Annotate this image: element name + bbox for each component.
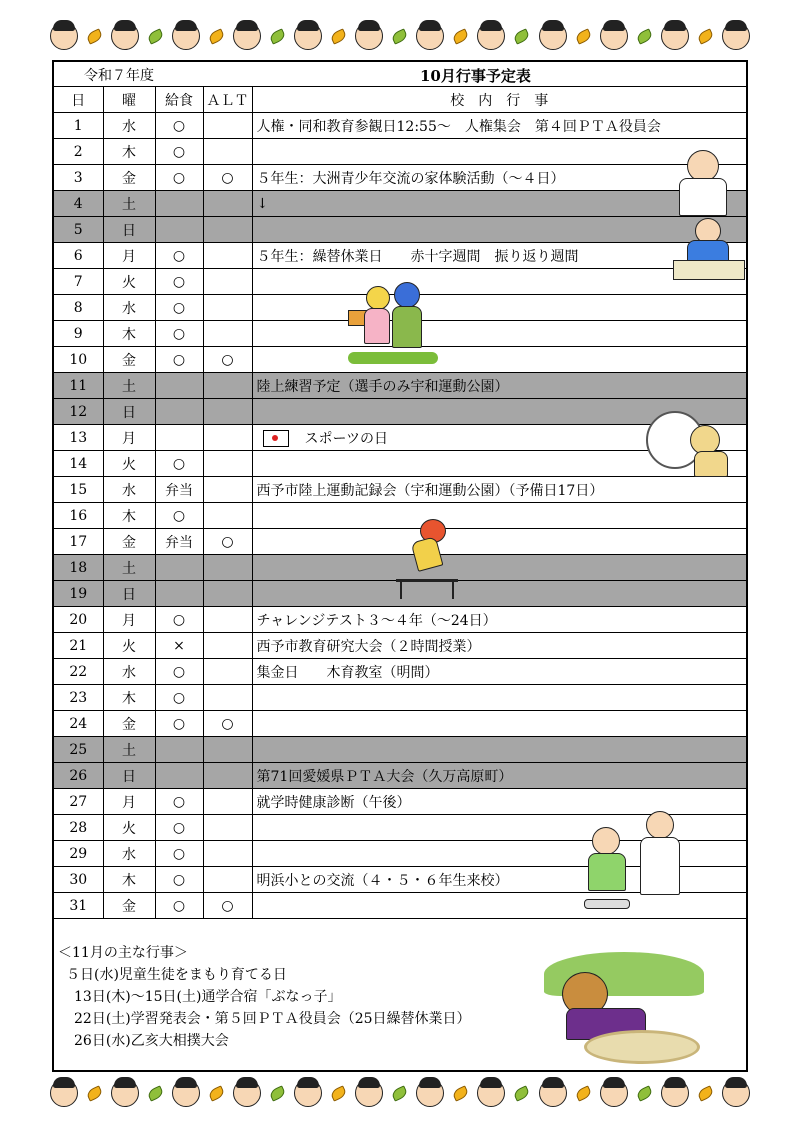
event-text: 西予市教育研究大会（２時間授業） bbox=[256, 638, 481, 655]
lunch-cell: ○ bbox=[155, 867, 203, 893]
lunch-cell bbox=[155, 555, 203, 581]
day-cell: 24 bbox=[54, 711, 103, 737]
alt-cell: ○ bbox=[203, 893, 252, 919]
event-cell bbox=[252, 347, 746, 373]
leaf-icon bbox=[513, 1085, 531, 1101]
child-face-icon bbox=[477, 1079, 505, 1107]
child-face-icon bbox=[233, 1079, 261, 1107]
child-face-icon bbox=[600, 1079, 628, 1107]
leaf-icon bbox=[85, 1085, 103, 1101]
event-cell bbox=[252, 581, 746, 607]
event-text: 西予市陸上運動記録会（宇和運動公園）（予備日17日） bbox=[256, 482, 604, 499]
weekday-cell: 水 bbox=[103, 841, 155, 867]
november-item: ５日(水)児童生徒をまもり育てる日 bbox=[66, 967, 287, 983]
page-title: 10月行事予定表 bbox=[420, 67, 531, 85]
decorative-border-bottom bbox=[50, 1075, 750, 1111]
event-cell bbox=[252, 711, 746, 737]
child-face-icon bbox=[172, 1079, 200, 1107]
weekday-cell: 土 bbox=[103, 373, 155, 399]
day-cell: 10 bbox=[54, 347, 103, 373]
event-text: ５年生：繰替休業日 赤十字週間 振り返り週間 bbox=[256, 248, 579, 265]
lunch-cell: ○ bbox=[155, 503, 203, 529]
alt-cell bbox=[203, 139, 252, 165]
header-weekday: 曜 bbox=[103, 87, 155, 113]
lunch-cell bbox=[155, 217, 203, 243]
leaf-icon bbox=[574, 1085, 592, 1101]
day-cell: 14 bbox=[54, 451, 103, 477]
header-events: 校 内 行 事 bbox=[252, 87, 746, 113]
lunch-cell bbox=[155, 373, 203, 399]
day-cell: 5 bbox=[54, 217, 103, 243]
lunch-cell: ○ bbox=[155, 815, 203, 841]
lunch-cell: ○ bbox=[155, 295, 203, 321]
alt-cell bbox=[203, 555, 252, 581]
leaf-icon bbox=[146, 28, 164, 44]
weekday-cell: 木 bbox=[103, 503, 155, 529]
alt-cell bbox=[203, 607, 252, 633]
day-cell: 13 bbox=[54, 425, 103, 451]
day-cell: 2 bbox=[54, 139, 103, 165]
event-cell bbox=[252, 295, 746, 321]
child-face-icon bbox=[111, 22, 139, 50]
alt-cell bbox=[203, 295, 252, 321]
leaf-icon bbox=[391, 1085, 409, 1101]
table-row bbox=[54, 659, 746, 685]
event-cell bbox=[252, 503, 746, 529]
lunch-cell: ○ bbox=[155, 659, 203, 685]
lunch-cell bbox=[155, 399, 203, 425]
leaf-icon bbox=[574, 28, 592, 44]
leaf-icon bbox=[146, 1085, 164, 1101]
child-face-icon bbox=[111, 1079, 139, 1107]
weekday-cell: 火 bbox=[103, 815, 155, 841]
table-row bbox=[54, 711, 746, 737]
leaf-icon bbox=[513, 28, 531, 44]
child-face-icon bbox=[539, 22, 567, 50]
alt-cell bbox=[203, 477, 252, 503]
day-cell: 28 bbox=[54, 815, 103, 841]
leaf-icon bbox=[330, 28, 348, 44]
event-cell bbox=[252, 529, 746, 555]
november-heading: ＜11月の主な行事＞ bbox=[58, 945, 188, 961]
weekday-cell: 土 bbox=[103, 555, 155, 581]
event-text: 集金日 木育教室（明間） bbox=[256, 664, 439, 681]
weekday-cell: 月 bbox=[103, 243, 155, 269]
day-cell: 18 bbox=[54, 555, 103, 581]
japanese-flag-icon bbox=[263, 430, 289, 447]
weekday-cell: 水 bbox=[103, 477, 155, 503]
day-cell: 22 bbox=[54, 659, 103, 685]
event-cell bbox=[252, 607, 746, 633]
title-row bbox=[54, 62, 746, 87]
table-row bbox=[54, 113, 746, 139]
event-cell bbox=[252, 737, 746, 763]
leaf-icon bbox=[269, 28, 287, 44]
weekday-cell: 金 bbox=[103, 711, 155, 737]
alt-cell bbox=[203, 217, 252, 243]
event-text: 明浜小との交流（４・５・６年生来校） bbox=[256, 872, 509, 889]
alt-cell bbox=[203, 503, 252, 529]
alt-cell bbox=[203, 399, 252, 425]
lunch-cell: ○ bbox=[155, 607, 203, 633]
lunch-cell: ○ bbox=[155, 893, 203, 919]
table-row bbox=[54, 425, 746, 451]
weekday-cell: 水 bbox=[103, 295, 155, 321]
fiscal-year: 令和７年度 bbox=[84, 68, 154, 84]
alt-cell bbox=[203, 113, 252, 139]
child-face-icon bbox=[477, 22, 505, 50]
day-cell: 6 bbox=[54, 243, 103, 269]
event-cell bbox=[252, 685, 746, 711]
leaf-icon bbox=[208, 28, 226, 44]
leaf-icon bbox=[269, 1085, 287, 1101]
weekday-cell: 月 bbox=[103, 607, 155, 633]
weekday-cell: 木 bbox=[103, 867, 155, 893]
november-item: 22日(土)学習発表会・第５回ＰＴＡ役員会（25日繰替休業日） bbox=[74, 1011, 471, 1027]
child-face-icon bbox=[50, 1079, 78, 1107]
event-text: 就学時健康診断（午後） bbox=[256, 794, 411, 811]
header-lunch: 給食 bbox=[155, 87, 203, 113]
event-text: チャレンジテスト３～４年（～24日） bbox=[256, 612, 497, 629]
lunch-cell: ○ bbox=[155, 841, 203, 867]
alt-cell bbox=[203, 321, 252, 347]
day-cell: 16 bbox=[54, 503, 103, 529]
alt-cell bbox=[203, 763, 252, 789]
day-cell: 1 bbox=[54, 113, 103, 139]
weekday-cell: 金 bbox=[103, 893, 155, 919]
table-row bbox=[54, 373, 746, 399]
alt-cell bbox=[203, 191, 252, 217]
child-face-icon bbox=[661, 22, 689, 50]
lunch-cell: 弁当 bbox=[155, 529, 203, 555]
day-cell: 7 bbox=[54, 269, 103, 295]
event-cell bbox=[252, 763, 746, 789]
day-cell: 31 bbox=[54, 893, 103, 919]
lunch-cell: ○ bbox=[155, 789, 203, 815]
schedule-body bbox=[54, 113, 746, 919]
lunch-cell bbox=[155, 581, 203, 607]
child-face-icon bbox=[294, 1079, 322, 1107]
lunch-cell: ○ bbox=[155, 451, 203, 477]
alt-cell bbox=[203, 867, 252, 893]
lunch-cell: 弁当 bbox=[155, 477, 203, 503]
child-face-icon bbox=[233, 22, 261, 50]
child-face-icon bbox=[722, 22, 750, 50]
event-text: 第71回愛媛県ＰＴＡ大会（久万高原町） bbox=[256, 768, 513, 785]
alt-cell bbox=[203, 789, 252, 815]
lunch-cell: ○ bbox=[155, 165, 203, 191]
calendar-sheet bbox=[52, 60, 748, 1072]
day-cell: 23 bbox=[54, 685, 103, 711]
child-face-icon bbox=[294, 22, 322, 50]
alt-cell bbox=[203, 685, 252, 711]
alt-cell bbox=[203, 425, 252, 451]
teacher-student-illustration bbox=[669, 144, 745, 284]
child-face-icon bbox=[416, 22, 444, 50]
weekday-cell: 日 bbox=[103, 763, 155, 789]
weekday-cell: 日 bbox=[103, 581, 155, 607]
table-row bbox=[54, 477, 746, 503]
lunch-cell bbox=[155, 425, 203, 451]
weekday-cell: 火 bbox=[103, 269, 155, 295]
leaf-icon bbox=[208, 1085, 226, 1101]
weekday-cell: 木 bbox=[103, 321, 155, 347]
table-row bbox=[54, 165, 746, 191]
day-cell: 19 bbox=[54, 581, 103, 607]
alt-cell bbox=[203, 841, 252, 867]
day-cell: 30 bbox=[54, 867, 103, 893]
child-face-icon bbox=[355, 22, 383, 50]
leaf-icon bbox=[635, 28, 653, 44]
table-row bbox=[54, 399, 746, 425]
lunch-cell: ○ bbox=[155, 711, 203, 737]
weekday-cell: 木 bbox=[103, 139, 155, 165]
event-cell bbox=[252, 321, 746, 347]
leaf-icon bbox=[452, 1085, 470, 1101]
lunch-cell: ○ bbox=[155, 269, 203, 295]
day-cell: 9 bbox=[54, 321, 103, 347]
lunch-cell: ○ bbox=[155, 685, 203, 711]
day-cell: 20 bbox=[54, 607, 103, 633]
weekday-cell: 水 bbox=[103, 113, 155, 139]
lunch-cell bbox=[155, 763, 203, 789]
event-cell bbox=[252, 633, 746, 659]
alt-cell: ○ bbox=[203, 165, 252, 191]
day-cell: 15 bbox=[54, 477, 103, 503]
header-day: 日 bbox=[54, 87, 103, 113]
header-alt: ＡＬＴ bbox=[203, 87, 252, 113]
alt-cell bbox=[203, 243, 252, 269]
lunch-cell bbox=[155, 191, 203, 217]
lunch-cell: ○ bbox=[155, 347, 203, 373]
table-header-row bbox=[54, 87, 746, 113]
lunch-cell: ○ bbox=[155, 113, 203, 139]
lunch-cell: ○ bbox=[155, 139, 203, 165]
leaf-icon bbox=[452, 28, 470, 44]
leaf-icon bbox=[391, 28, 409, 44]
weekday-cell: 月 bbox=[103, 789, 155, 815]
day-cell: 29 bbox=[54, 841, 103, 867]
day-cell: 26 bbox=[54, 763, 103, 789]
table-row bbox=[54, 685, 746, 711]
alt-cell bbox=[203, 737, 252, 763]
alt-cell bbox=[203, 373, 252, 399]
day-cell: 21 bbox=[54, 633, 103, 659]
child-face-icon bbox=[355, 1079, 383, 1107]
table-row bbox=[54, 633, 746, 659]
weekday-cell: 木 bbox=[103, 685, 155, 711]
child-face-icon bbox=[661, 1079, 689, 1107]
leaf-icon bbox=[635, 1085, 653, 1101]
alt-cell bbox=[203, 633, 252, 659]
weekday-cell: 月 bbox=[103, 425, 155, 451]
table-row bbox=[54, 139, 746, 165]
november-item: 26日(水)乙亥大相撲大会 bbox=[74, 1033, 229, 1049]
decorative-border-top bbox=[50, 18, 750, 54]
event-cell bbox=[252, 659, 746, 685]
child-face-icon bbox=[416, 1079, 444, 1107]
leaf-icon bbox=[696, 1085, 714, 1101]
child-face-icon bbox=[600, 22, 628, 50]
day-cell: 8 bbox=[54, 295, 103, 321]
lunch-cell: ○ bbox=[155, 321, 203, 347]
alt-cell bbox=[203, 269, 252, 295]
weekday-cell: 日 bbox=[103, 217, 155, 243]
leaf-icon bbox=[85, 28, 103, 44]
event-text: スポーツの日 bbox=[304, 430, 388, 447]
weekday-cell: 水 bbox=[103, 659, 155, 685]
child-face-icon bbox=[722, 1079, 750, 1107]
child-face-icon bbox=[172, 22, 200, 50]
table-row bbox=[54, 737, 746, 763]
event-cell bbox=[252, 555, 746, 581]
lunch-cell: × bbox=[155, 633, 203, 659]
day-cell: 3 bbox=[54, 165, 103, 191]
child-face-icon bbox=[539, 1079, 567, 1107]
alt-cell bbox=[203, 451, 252, 477]
alt-cell bbox=[203, 659, 252, 685]
hurdle-runner-illustration bbox=[374, 517, 474, 602]
alt-cell: ○ bbox=[203, 711, 252, 737]
november-item: 13日(木)～15日(土)通学合宿「ぶなっ子」 bbox=[74, 989, 342, 1005]
table-row bbox=[54, 243, 746, 269]
weekday-cell: 土 bbox=[103, 737, 155, 763]
table-row bbox=[54, 607, 746, 633]
weekday-cell: 火 bbox=[103, 633, 155, 659]
table-row bbox=[54, 451, 746, 477]
table-row bbox=[54, 763, 746, 789]
day-cell: 27 bbox=[54, 789, 103, 815]
health-checkup-illustration bbox=[584, 807, 684, 922]
weekday-cell: 火 bbox=[103, 451, 155, 477]
lunch-cell: ○ bbox=[155, 243, 203, 269]
weekday-cell: 金 bbox=[103, 347, 155, 373]
alt-cell: ○ bbox=[203, 347, 252, 373]
event-text: ５年生：大洲青少年交流の家体験活動（～４日） bbox=[256, 170, 565, 187]
schedule-table bbox=[54, 86, 746, 919]
leaf-icon bbox=[696, 28, 714, 44]
child-face-icon bbox=[50, 22, 78, 50]
hiking-children-illustration bbox=[346, 282, 446, 372]
stopwatch-bear-illustration bbox=[644, 407, 744, 485]
event-text: ↓ bbox=[256, 195, 269, 212]
event-cell bbox=[252, 373, 746, 399]
event-text: 陸上練習予定（選手のみ宇和運動公園） bbox=[256, 378, 509, 395]
weekday-cell: 金 bbox=[103, 165, 155, 191]
table-row bbox=[54, 191, 746, 217]
day-cell: 11 bbox=[54, 373, 103, 399]
day-cell: 17 bbox=[54, 529, 103, 555]
alt-cell bbox=[203, 815, 252, 841]
sumo-illustration bbox=[544, 952, 704, 1062]
lunch-cell bbox=[155, 737, 203, 763]
event-text: 人権・同和教育参観日12:55～ 人権集会 第４回ＰＴＡ役員会 bbox=[256, 118, 661, 135]
table-row bbox=[54, 217, 746, 243]
alt-cell bbox=[203, 581, 252, 607]
day-cell: 25 bbox=[54, 737, 103, 763]
alt-cell: ○ bbox=[203, 529, 252, 555]
weekday-cell: 土 bbox=[103, 191, 155, 217]
event-cell bbox=[252, 113, 746, 139]
day-cell: 12 bbox=[54, 399, 103, 425]
day-cell: 4 bbox=[54, 191, 103, 217]
weekday-cell: 金 bbox=[103, 529, 155, 555]
leaf-icon bbox=[330, 1085, 348, 1101]
weekday-cell: 日 bbox=[103, 399, 155, 425]
